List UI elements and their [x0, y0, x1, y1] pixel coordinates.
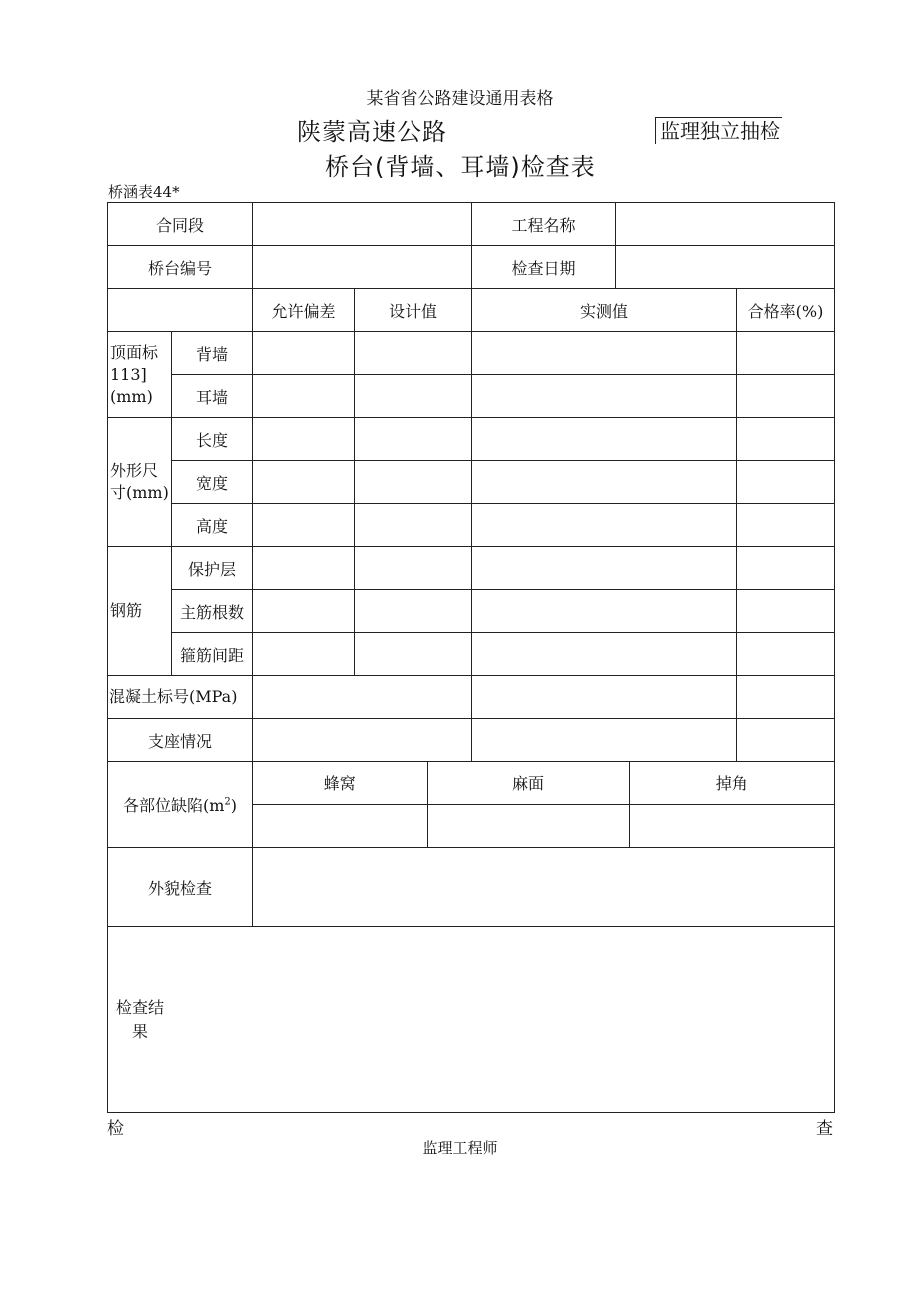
back-wall-tolerance[interactable]: [253, 332, 355, 375]
contract-section-label: 合同段: [108, 203, 253, 246]
honeycomb-value[interactable]: [253, 804, 427, 847]
concrete-grade-measured[interactable]: [472, 676, 737, 719]
width-row: [108, 461, 835, 504]
footer-left-char: 检: [107, 1119, 124, 1139]
inspection-type-stamp: 监理独立抽检: [655, 117, 782, 144]
inspection-date-value[interactable]: [616, 246, 835, 289]
honeycomb-label: 蜂窝: [253, 762, 427, 804]
top-elevation-group-label: 顶面标113](mm): [108, 332, 172, 418]
col-header-design: 设计值: [355, 289, 472, 332]
main-bar-tolerance[interactable]: [253, 590, 355, 633]
ear-wall-pass-rate[interactable]: [737, 375, 835, 418]
length-pass-rate[interactable]: [737, 418, 835, 461]
contract-row: [108, 203, 835, 246]
defects-unit-sup: 2: [224, 796, 231, 808]
ear-wall-measured[interactable]: [472, 375, 737, 418]
stirrup-measured[interactable]: [472, 633, 737, 676]
width-design[interactable]: [355, 461, 472, 504]
back-wall-row: [108, 332, 835, 375]
footer-right-char: 查: [816, 1119, 833, 1139]
defects-label-text: 各部位缺陷(m: [122, 796, 225, 815]
defects-label: [108, 762, 253, 848]
back-wall-design[interactable]: [355, 332, 472, 375]
ear-wall-design[interactable]: [355, 375, 472, 418]
appearance-row: [108, 848, 835, 927]
pitted-surface-label: 麻面: [427, 762, 629, 804]
main-bar-design[interactable]: [355, 590, 472, 633]
concrete-grade-design[interactable]: [253, 676, 472, 719]
ear-wall-row: [108, 375, 835, 418]
stirrup-design[interactable]: [355, 633, 472, 676]
width-tolerance[interactable]: [253, 461, 355, 504]
cover-pass-rate[interactable]: [737, 547, 835, 590]
form-number: 桥涵表44*: [108, 183, 180, 201]
rebar-group-label: 钢筋: [108, 547, 172, 676]
inspection-table: [107, 202, 835, 1113]
ear-wall-label: 耳墙: [172, 375, 253, 418]
cover-tolerance[interactable]: [253, 547, 355, 590]
project-title: 陕蒙高速公路: [297, 118, 447, 146]
bearing-row: [108, 719, 835, 762]
concrete-grade-label: 混凝土标号(MPa): [108, 676, 253, 719]
defects-header-row: [253, 762, 834, 804]
stirrup-row: [108, 633, 835, 676]
main-bar-row: [108, 590, 835, 633]
height-design[interactable]: [355, 504, 472, 547]
form-series-title: 某省省公路建设通用表格: [366, 89, 554, 109]
width-measured[interactable]: [472, 461, 737, 504]
abutment-row: [108, 246, 835, 289]
length-row: [108, 418, 835, 461]
stirrup-tolerance[interactable]: [253, 633, 355, 676]
main-bar-measured[interactable]: [472, 590, 737, 633]
conclusion-label-line2: 果: [132, 1021, 149, 1041]
bearing-condition-pass-rate[interactable]: [737, 719, 835, 762]
cover-label: 保护层: [172, 547, 253, 590]
appearance-check-label: 外貌检查: [108, 848, 253, 927]
conclusion-cell[interactable]: [108, 927, 835, 1113]
project-name-value[interactable]: [616, 203, 835, 246]
inspection-date-label: 检查日期: [472, 246, 616, 289]
height-label: 高度: [172, 504, 253, 547]
defects-subtable: [253, 762, 834, 847]
form-title: 桥台(背墙、耳墙)检查表: [325, 153, 596, 181]
col-header-pass-rate: 合格率(%): [737, 289, 835, 332]
supervising-engineer-label: 监理工程师: [422, 1139, 498, 1157]
main-bar-count-label: 主筋根数: [172, 590, 253, 633]
abutment-no-label: 桥台编号: [108, 246, 253, 289]
concrete-row: [108, 676, 835, 719]
height-measured[interactable]: [472, 504, 737, 547]
project-name-label: 工程名称: [472, 203, 616, 246]
bearing-condition-measured[interactable]: [472, 719, 737, 762]
column-header-row: [108, 289, 835, 332]
height-pass-rate[interactable]: [737, 504, 835, 547]
dimensions-group-label: 外形尺寸(mm): [108, 418, 172, 547]
appearance-check-value[interactable]: [253, 848, 835, 927]
cover-measured[interactable]: [472, 547, 737, 590]
col-header-measured: 实测值: [472, 289, 737, 332]
conclusion-label: [116, 996, 164, 1044]
bearing-condition-label: 支座情况: [108, 719, 253, 762]
ear-wall-tolerance[interactable]: [253, 375, 355, 418]
back-wall-label: 背墙: [172, 332, 253, 375]
contract-section-value[interactable]: [253, 203, 472, 246]
width-pass-rate[interactable]: [737, 461, 835, 504]
height-tolerance[interactable]: [253, 504, 355, 547]
back-wall-pass-rate[interactable]: [737, 332, 835, 375]
stirrup-spacing-label: 箍筋间距: [172, 633, 253, 676]
main-bar-pass-rate[interactable]: [737, 590, 835, 633]
defects-label-end: ): [230, 796, 238, 815]
cover-row: [108, 547, 835, 590]
defects-row: [108, 762, 835, 848]
bearing-condition-design[interactable]: [253, 719, 472, 762]
back-wall-measured[interactable]: [472, 332, 737, 375]
cover-design[interactable]: [355, 547, 472, 590]
width-label: 宽度: [172, 461, 253, 504]
abutment-no-value[interactable]: [253, 246, 472, 289]
conclusion-row: [108, 927, 835, 1113]
defects-value-row: [253, 804, 834, 847]
header-blank-cell: [108, 289, 253, 332]
stirrup-pass-rate[interactable]: [737, 633, 835, 676]
length-measured[interactable]: [472, 418, 737, 461]
corner-loss-value[interactable]: [629, 804, 834, 847]
concrete-grade-pass-rate[interactable]: [737, 676, 835, 719]
height-row: [108, 504, 835, 547]
length-label: 长度: [172, 418, 253, 461]
length-design[interactable]: [355, 418, 472, 461]
conclusion-label-line1: 检查结: [116, 997, 165, 1017]
pitted-surface-value[interactable]: [427, 804, 629, 847]
defects-subtable-cell: [253, 762, 835, 848]
corner-loss-label: 掉角: [629, 762, 834, 804]
length-tolerance[interactable]: [253, 418, 355, 461]
col-header-tolerance: 允许偏差: [253, 289, 355, 332]
